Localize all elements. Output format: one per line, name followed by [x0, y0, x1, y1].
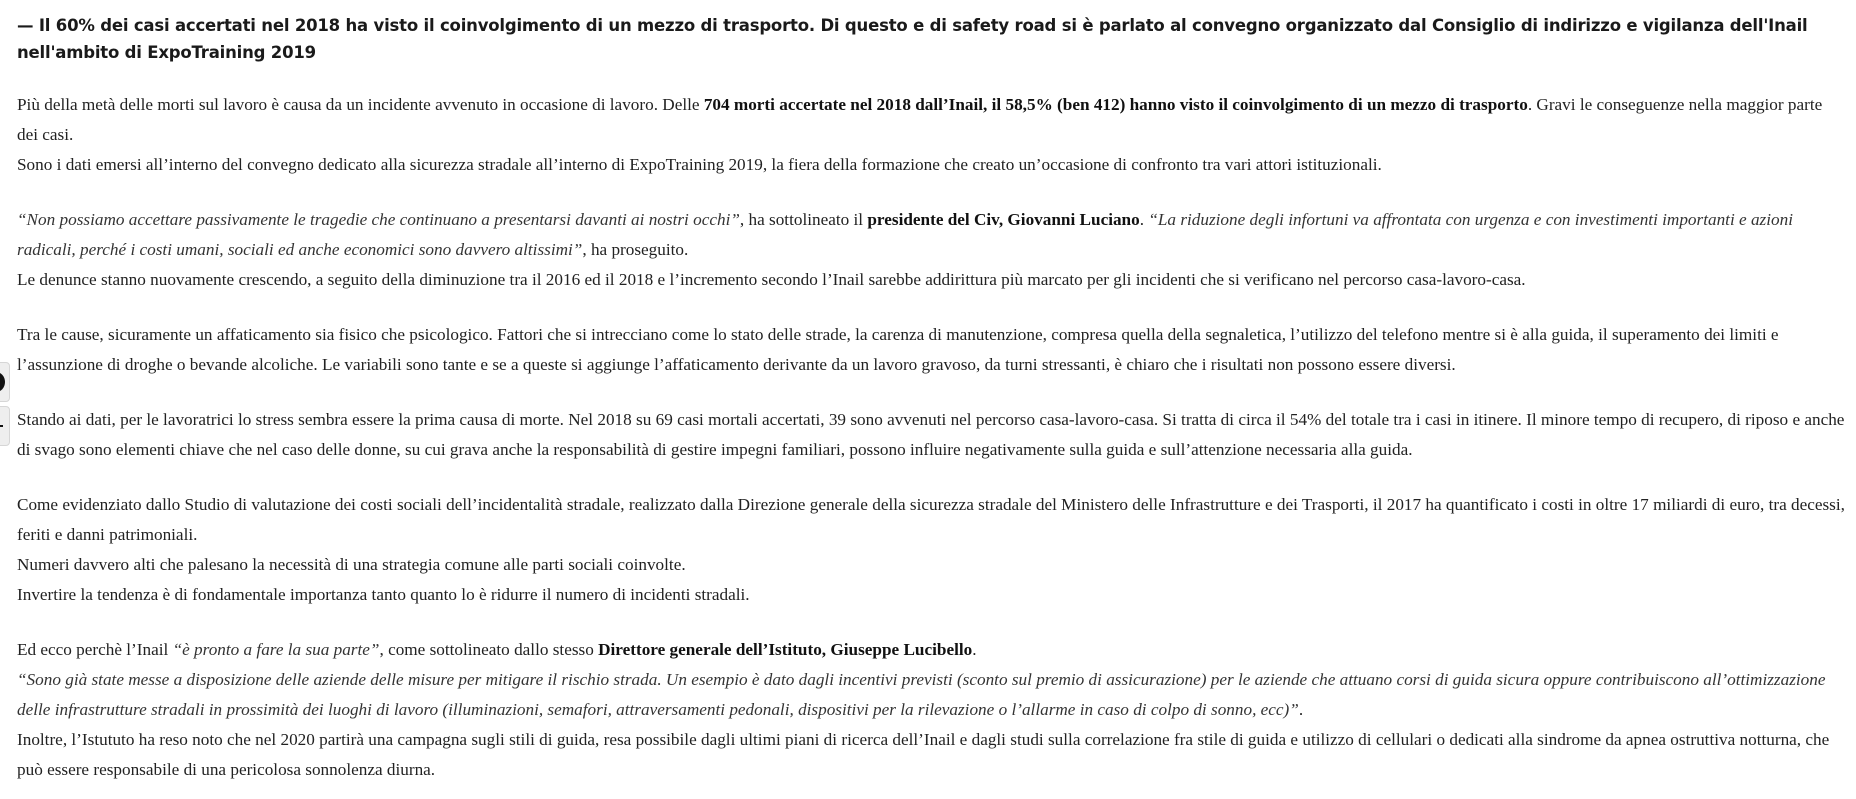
paragraph: Tra le cause, sicuramente un affaticamento sia fisico che psicologico. Fattori che si intrecciano come lo stato delle strade, la carenza di manutenzione, compresa quella della segnaletica, l’utilizzo del telefono mentre si è alla guida, il superamento dei limiti e l’assunzione di droghe o bevande alcoliche. Le variabili sono tante e se a queste si aggiunge l’affaticamento derivante da un lavoro gravoso, da turni stressanti, è chiaro che i risultati non possono essere diversi.	[17, 325, 1779, 374]
side-minus-button[interactable]	[0, 406, 10, 446]
side-circle-button[interactable]	[0, 362, 10, 402]
minus-icon	[0, 425, 3, 427]
quote: “La riduzione degli infortuni va affrontata con urgenza e con investimenti importanti e azioni radicali, perché i costi umani, sociali ed anche economici sono davvero altissimi”	[17, 210, 1793, 259]
paragraph: Sono i dati emersi all’interno del convegno dedicato alla sicurezza stradale all’interno di ExpoTraining 2019, la fiera della formazione che creato un’occasione di confronto tra vari attori istituzionali.	[17, 155, 1382, 174]
bold-text: Direttore generale dell’Istituto, Giuseppe Lucibello	[598, 640, 973, 659]
quote: “Non possiamo accettare passivamente le tragedie che continuano a presentarsi davanti ai nostri occhi”	[17, 210, 740, 229]
circle-icon	[0, 372, 5, 392]
paragraph	[17, 665, 1847, 725]
text: .	[1139, 210, 1149, 229]
text: , ha sottolineato il	[739, 210, 868, 229]
quote: “è pronto a fare la sua parte”	[172, 640, 380, 659]
paragraph	[17, 205, 1847, 265]
text: , ha proseguito.	[582, 240, 689, 259]
paragraph: Numeri davvero alti che palesano la necessità di una strategia comune alle parti sociali coinvolte.	[17, 555, 686, 574]
text: Più della metà delle morti sul lavoro è causa da un incidente avvenuto in occasione di lavoro. Delle	[17, 95, 704, 114]
bold-text: presidente del Civ, Giovanni Luciano	[867, 210, 1140, 229]
paragraph: Stando ai dati, per le lavoratrici lo stress sembra essere la prima causa di morte. Nel 2018 su 69 casi mortali accertati, 39 sono avvenuti nel percorso casa-lavoro-casa. Si tratta di circa il 54% del totale tra i casi in itinere. Il minore tempo di recupero, di riposo e anche di svago sono elementi chiave che nel caso delle donne, su cui grava anche la responsabilità di gestire impegni familiari, possono influire negativamente sulla guida e sull’attenzione necessaria alla guida.	[17, 410, 1845, 459]
side-floating-widget	[0, 362, 8, 450]
text: Ed ecco perchè l’Inail	[17, 640, 173, 659]
article-body	[17, 90, 1847, 785]
quote: “Sono già state messe a disposizione delle aziende delle misure per mitigare il rischio strada. Un esempio è dato dagli incentivi previsti (sconto sul premio di assicurazione) per le aziende che attuano corsi di guida sicura oppure contribuiscono all’ottimizzazione delle infrastrutture stradali in prossimità dei luoghi di lavoro (illuminazioni, semafori, attraversamenti pedonali, dispositivi per la rilevazione o l’allarme in caso di colpo di sonno, ecc)”	[17, 670, 1826, 719]
paragraph: Come evidenziato dallo Studio di valutazione dei costi sociali dell’incidentalità stradale, realizzato dalla Direzione generale della sicurezza stradale del Ministero delle Infrastrutture e dei Trasporti, il 2017 ha quantificato i costi in oltre 17 miliardi di euro, tra decessi, feriti e danni patrimoniali.	[17, 495, 1845, 544]
paragraph	[17, 635, 1847, 665]
paragraph: Inoltre, l’Istututo ha reso noto che nel 2020 partirà una campagna sugli stili di guida, resa possibile dagli ultimi piani di ricerca dell’Inail e dagli studi sulla correlazione fra stile di guida e utilizzo di cellulari o dedicati alla sindrome da apnea ostruttiva notturna, che può essere responsabile di una pericolosa sonnolenza diurna.	[17, 730, 1830, 779]
paragraph	[17, 90, 1847, 150]
article-subtitle: — Il 60% dei casi accertati nel 2018 ha visto il coinvolgimento di un mezzo di trasporto. Di questo e di safety road si è parlato al convegno organizzato dal Consiglio di indirizzo e vigilanza dell'Inail nell'ambito di ExpoTraining 2019	[17, 16, 1808, 62]
text: .	[972, 640, 977, 659]
text: , come sottolineato dallo stesso	[379, 640, 599, 659]
paragraph: Invertire la tendenza è di fondamentale importanza tanto quanto lo è ridurre il numero di incidenti stradali.	[17, 585, 750, 604]
text: .	[1298, 700, 1304, 719]
text: . Gravi le conseguenze nella maggior parte dei casi.	[17, 95, 1823, 144]
paragraph: Le denunce stanno nuovamente crescendo, a seguito della diminuzione tra il 2016 ed il 2018 e l’incremento secondo l’Inail sarebbe addirittura più marcato per gli incidenti che si verificano nel percorso casa-lavoro-casa.	[17, 270, 1526, 289]
bold-text: 704 morti accertate nel 2018 dall’Inail, il 58,5% (ben 412) hanno visto il coinvolgimento di un mezzo di trasporto	[703, 95, 1528, 114]
article	[17, 12, 1847, 785]
